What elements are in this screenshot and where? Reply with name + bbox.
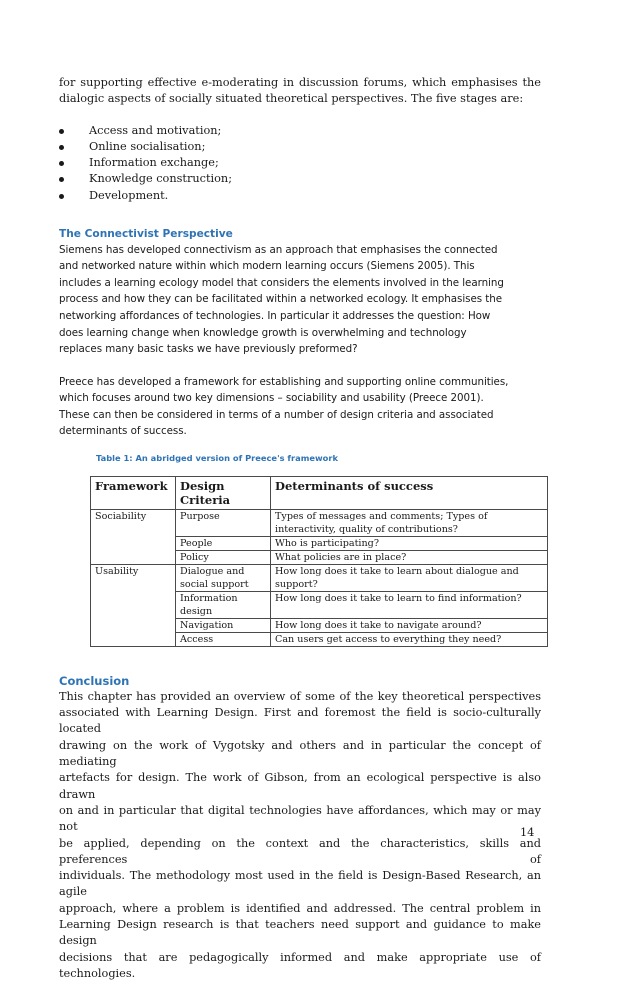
table-row bbox=[91, 632, 548, 646]
list-item: Online socialisation; bbox=[59, 139, 541, 155]
text-line: networking affordances of technologies. In particular it addresses the question: How bbox=[59, 310, 491, 323]
table-cell: How long does it take to learn about dialogue and support? bbox=[271, 564, 548, 591]
table-cell: What policies are in place? bbox=[271, 550, 548, 564]
text-line: These can then be considered in terms of a number of design criteria and associated bbox=[59, 408, 494, 421]
table-cell bbox=[91, 550, 176, 564]
table-cell: Navigation bbox=[176, 618, 271, 632]
intro-paragraph bbox=[59, 75, 541, 108]
text-line: does learning change when knowledge growth is overwhelming and technology bbox=[59, 326, 467, 339]
table-cell: Access bbox=[176, 632, 271, 646]
table-row bbox=[91, 564, 548, 591]
table-cell bbox=[91, 632, 176, 646]
table-cell: Information design bbox=[176, 591, 271, 618]
page-number: 14 bbox=[520, 826, 535, 839]
list-item: Knowledge construction; bbox=[59, 171, 541, 187]
text-line: approach, where a problem is identified and addressed. The central problem in bbox=[59, 901, 541, 915]
text-line: dialogic aspects of socially situated theoretical perspectives. The five stages are: bbox=[59, 92, 524, 106]
table-row bbox=[91, 509, 548, 536]
preece-framework-table bbox=[90, 476, 548, 647]
text-line: Learning Design research is that teachers need support and guidance to make design bbox=[59, 918, 541, 948]
text-line: drawing on the work of Vygotsky and others and in particular the concept of mediating bbox=[59, 738, 541, 769]
table-cell: Can users get access to everything they need? bbox=[271, 632, 548, 646]
table-cell: People bbox=[176, 536, 271, 550]
table-cell bbox=[91, 591, 176, 618]
conclusion-paragraph bbox=[59, 689, 541, 982]
connectivist-paragraph-1 bbox=[59, 242, 541, 358]
text-line: which focuses around two key dimensions – sociability and usability (Preece 2001). bbox=[59, 392, 484, 405]
table-row bbox=[91, 618, 548, 632]
text-line: on and in particular that digital technologies have affordances, which may or may not bbox=[59, 803, 541, 834]
text-line: artefacts for design. The work of Gibson, from an ecological perspective is also drawn bbox=[59, 771, 541, 801]
table-cell: Usability bbox=[91, 564, 176, 591]
bullet-icon bbox=[59, 161, 64, 166]
table-header-cell: Framework bbox=[91, 476, 176, 509]
table-cell: Dialogue and social support bbox=[176, 564, 271, 591]
table-cell: Purpose bbox=[176, 509, 271, 536]
text-line: This chapter has provided an overview of some of the key theoretical perspectives bbox=[59, 689, 541, 703]
bullet-icon bbox=[59, 194, 64, 199]
text-line: Preece has developed a framework for establishing and supporting online communities, bbox=[59, 375, 509, 388]
text-line: decisions that are pedagogically informed and make appropriate use of technologies. bbox=[59, 950, 541, 980]
table-header-cell: Design Criteria bbox=[176, 476, 271, 509]
table-row bbox=[91, 591, 548, 618]
table-cell: Who is participating? bbox=[271, 536, 548, 550]
text-line: individuals. The methodology most used in the field is Design-Based Research, an agile bbox=[59, 869, 541, 899]
bullet-icon bbox=[59, 129, 64, 134]
list-item: Information exchange; bbox=[59, 155, 541, 171]
text-line: Siemens has developed connectivism as an approach that emphasises the connected bbox=[59, 243, 498, 256]
text-line: process and how they can be facilitated within a networked ecology. It emphasises the bbox=[59, 293, 503, 306]
list-item: Access and motivation; bbox=[59, 123, 541, 139]
document-page bbox=[59, 75, 541, 982]
table-cell bbox=[91, 618, 176, 632]
table-cell: How long does it take to navigate around? bbox=[271, 618, 548, 632]
text-line: and networked nature within which modern learning occurs (Siemens 2005). This bbox=[59, 260, 475, 273]
text-line: determinants of success. bbox=[59, 425, 187, 438]
section-heading-connectivist: The Connectivist Perspective bbox=[59, 227, 233, 240]
table-cell: Sociability bbox=[91, 509, 176, 536]
table-header-cell: Determinants of success bbox=[271, 476, 548, 509]
text-line: replaces many basic tasks we have previously preformed? bbox=[59, 343, 358, 356]
table-cell: Policy bbox=[176, 550, 271, 564]
text-line: be applied, depending on the context and the characteristics, skills and preferences of bbox=[59, 836, 541, 866]
table-caption: Table 1: An abridged version of Preece's framework bbox=[96, 452, 338, 463]
table-cell bbox=[91, 536, 176, 550]
text-line: associated with Learning Design. First and foremost the field is socio-culturally located bbox=[59, 706, 541, 736]
connectivist-paragraph-2 bbox=[59, 374, 541, 440]
table-cell: Types of messages and comments; Types of interactivity, quality of contributions? bbox=[271, 509, 548, 536]
table-header-row bbox=[91, 476, 548, 509]
list-item: Development. bbox=[59, 188, 541, 204]
table-row bbox=[91, 550, 548, 564]
table-cell: How long does it take to learn to find information? bbox=[271, 591, 548, 618]
bullet-icon bbox=[59, 145, 64, 150]
table-row bbox=[91, 536, 548, 550]
text-line: includes a learning ecology model that considers the elements involved in the learning bbox=[59, 276, 504, 289]
text-line: for supporting effective e-moderating in discussion forums, which emphasises the bbox=[59, 76, 541, 89]
bullet-icon bbox=[59, 177, 64, 182]
section-heading-conclusion: Conclusion bbox=[59, 673, 130, 688]
stages-list bbox=[59, 123, 541, 204]
